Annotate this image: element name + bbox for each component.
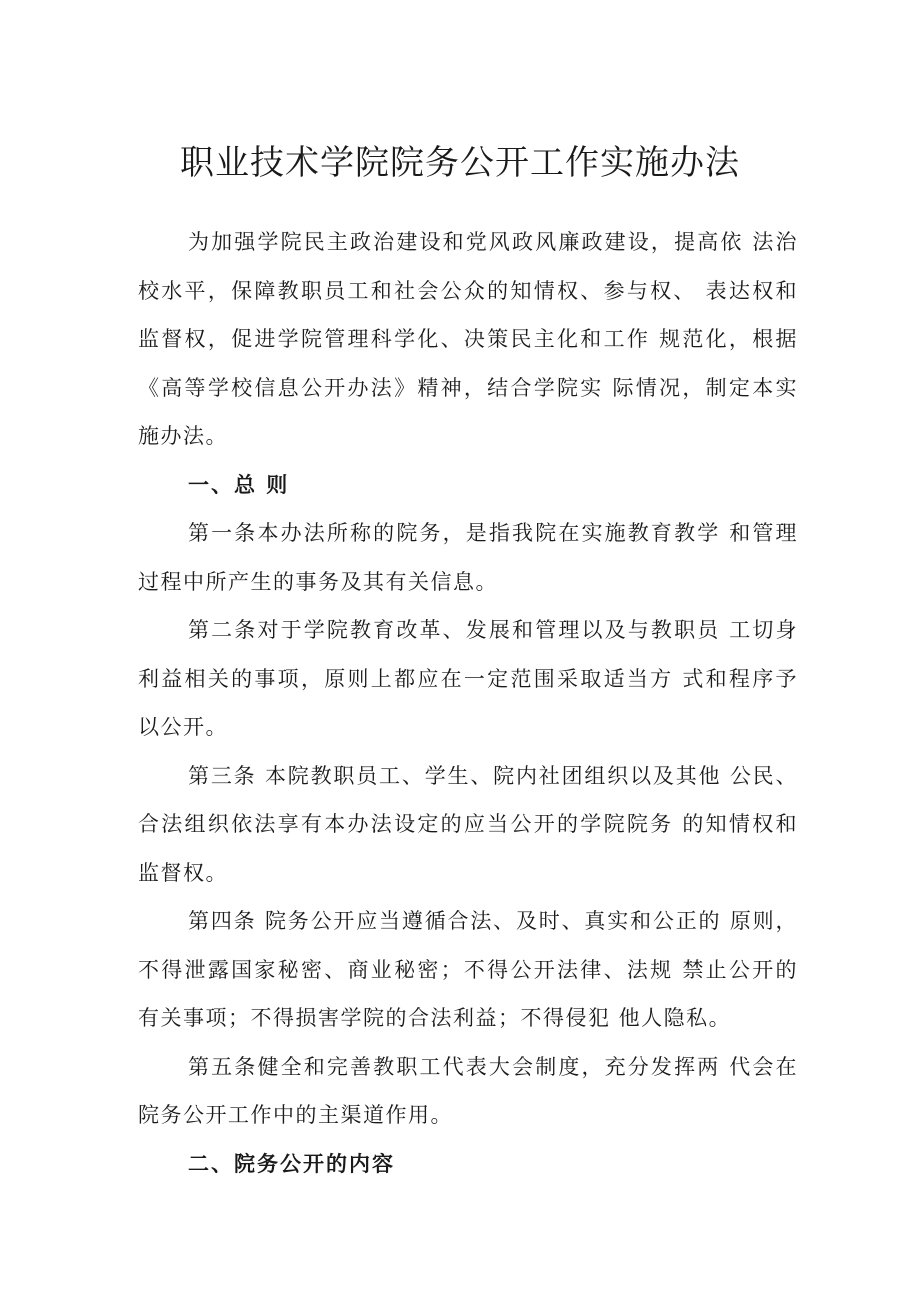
article-5: 第五条健全和完善教职工代表大会制度，充分发挥两 代会在院务公开工作中的主渠道作用。 [138,1054,798,1127]
section-heading-general: 一、总 则 [188,472,290,497]
document-body [138,218,798,1188]
article-2: 第二条对于学院教育改革、发展和管理以及与教职员 工切身利益相关的事项，原则上都应在一定范围采取适当方 式和程序予以公开。 [138,618,798,739]
section-heading-content: 二、院务公开的内容 [188,1151,395,1176]
article-4: 第四条 院务公开应当遵循合法、及时、真实和公正的 原则，不得泄露国家秘密、商业秘密；不得公开法律、法规 禁止公开的有关事项；不得损害学院的合法利益；不得侵犯 他人隐私。 [138,909,798,1030]
intro-paragraph: 为加强学院民主政治建设和党风政风廉政建设，提高依 法治校水平，保障教职员工和社会公众的知情权、参与权、 表达权和监督权，促进学院管理科学化、决策民主化和工作 规范化，根据《高等学校信息公开办法》精神，结合学院实 际情况，制定本实施办法。 [138,230,798,448]
article-3: 第三条 本院教职员工、学生、院内社团组织以及其他 公民、合法组织依法享有本办法设定的应当公开的学院院务 的知情权和监督权。 [138,763,798,885]
document-title: 职业技术学院院务公开工作实施办法 [180,143,740,183]
article-1: 第一条本办法所称的院务，是指我院在实施教育教学 和管理过程中所产生的事务及其有关信息。 [138,521,798,594]
